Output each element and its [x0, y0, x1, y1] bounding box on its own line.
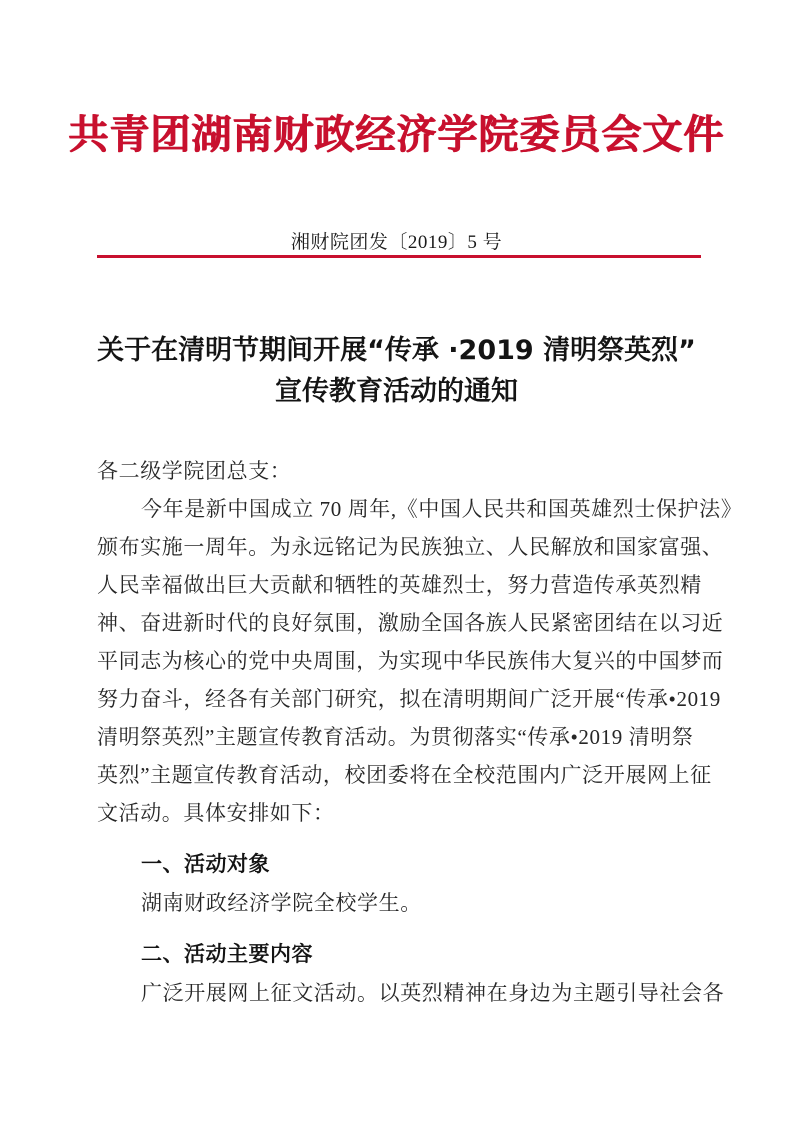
section-body-2: 广泛开展网上征文活动。以英烈精神在身边为主题引导社会各 [141, 981, 725, 1005]
body-line: 平同志为核心的党中央周围，为实现中华民族伟大复兴的中国梦而 [97, 649, 724, 673]
masthead-title: 共青团湖南财政经济学院委员会文件 [68, 112, 725, 157]
body-line: 清明祭英烈”主题宣传教育活动。为贯彻落实“传承•2019 清明祭 [97, 725, 694, 749]
body-line: 英烈”主题宣传教育活动，校团委将在全校范围内广泛开展网上征 [97, 763, 712, 787]
document-number: 湘财院团发〔2019〕5 号 [290, 232, 503, 253]
section-heading-1: 一、活动对象 [141, 852, 270, 876]
salutation: 各二级学院团总支： [97, 459, 292, 483]
page-title-line-1: 关于在清明节期间开展“传承 ·2019 清明祭英烈” [97, 335, 696, 366]
body-line: 努力奋斗，经各有关部门研究，拟在清明期间广泛开展“传承•2019 [97, 687, 721, 711]
body-line: 神、奋进新时代的良好氛围，激励全国各族人民紧密团结在以习近 [97, 611, 724, 635]
body-spacer [97, 832, 707, 844]
body-line: 人民幸福做出巨大贡献和牺牲的英雄烈士，努力营造传承英烈精 [97, 573, 702, 597]
document-number-row [0, 227, 793, 254]
section-heading-2: 二、活动主要内容 [141, 942, 313, 966]
section-body-1: 湖南财政经济学院全校学生。 [141, 891, 422, 915]
body-spacer [97, 922, 707, 934]
body-line: 文活动。具体安排如下： [97, 801, 335, 825]
document-body [97, 452, 743, 1012]
body-line: 颁布实施一周年。为永远铭记为民族独立、人民解放和国家富强、 [97, 535, 724, 559]
masthead [0, 112, 793, 158]
body-line: 今年是新中国成立 70 周年,《中国人民共和国英雄烈士保护法》 [141, 497, 743, 521]
red-separator-rule [97, 255, 701, 258]
page-title-line-2: 宣传教育活动的通知 [275, 376, 518, 407]
page-title [76, 330, 717, 412]
